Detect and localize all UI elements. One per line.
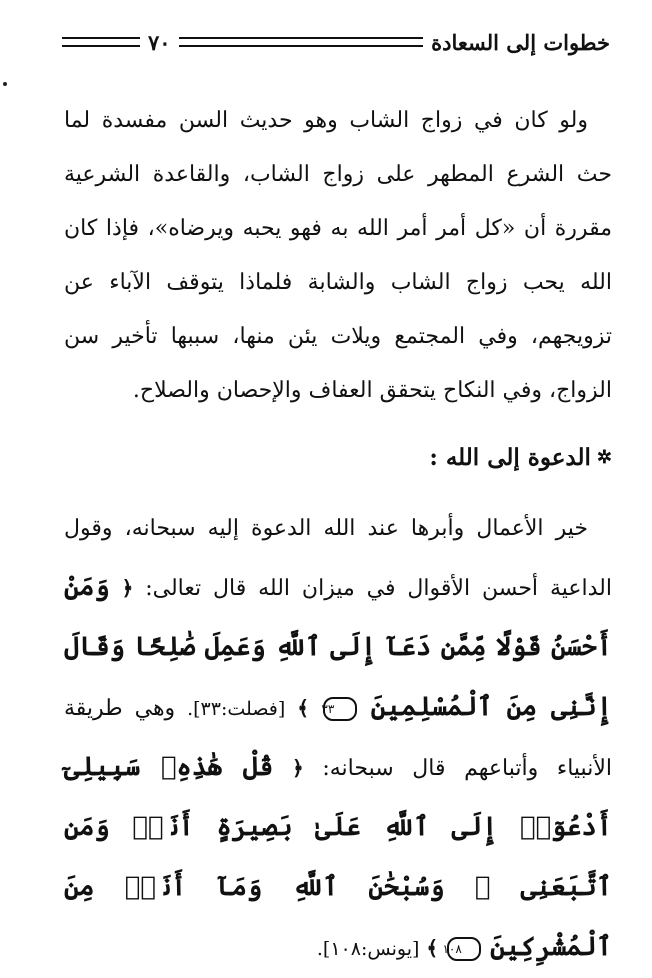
- paragraph-marriage: ولو كان في زواج الشاب وهو حديث السن مفسدة لما حث الشرع المطهر على زواج الشاب، والقاعدة الشرعية مقررة أن «كل أمر أمر الله به فهو يحبه ويرضاه»، فإذا كان الله يحب زواج الشاب والشابة فلماذا يتوقف الآباء عن تزويجهم، وفي المجتمع ويلات يئن منها، سببها تأخير سن الزواج، وفي النكاح يتحقق العفاف والإحصان والصلاح.: [64, 108, 612, 403]
- paragraph-dawah: [64, 500, 612, 978]
- reference-yunus: [يونس:١٠٨].: [316, 938, 420, 960]
- reference-fussilat: [فصلت:٣٣].: [187, 698, 286, 720]
- quran-open-bracket: ﴿: [121, 576, 134, 600]
- middle-text: وهي طريقة الأنبياء وأتباعهم قال سبحانه:: [64, 696, 612, 781]
- header-rule: [179, 37, 424, 47]
- quran-close-bracket: ﴾: [426, 936, 439, 960]
- page-number: ٧٠: [148, 29, 171, 55]
- header-rule-short: [62, 37, 140, 47]
- quran-verse-yunus: قُلْ هَٰذِهِۦ سَبِيلِىٓ أَدْعُوٓا۟ إِلَى ٱللَّهِ عَلَىٰ بَصِيرَةٍ أَنَا۠ وَمَنِ ٱتَّبَعَنِى ۖ وَسُبْحَٰنَ ٱللَّهِ وَمَآ أَنَا۠ مِنَ ٱلْمُشْرِكِينَ: [64, 752, 612, 962]
- quran-open-bracket: ﴿: [291, 756, 304, 780]
- section-heading: [64, 438, 612, 478]
- verse-number-badge: ٣٣: [323, 697, 357, 721]
- verse-number-badge: ١٠٨: [447, 937, 481, 961]
- book-title: خطوات إلى السعادة: [431, 29, 610, 55]
- quran-close-bracket: ﴾: [297, 696, 309, 720]
- page-content: [64, 94, 612, 978]
- page-header: [62, 22, 610, 62]
- section-heading-text: الدعوة إلى الله :: [429, 444, 591, 471]
- intro-text: خير الأعمال وأبرها عند الله الدعوة إليه سبحانه، وقول الداعية أحسن الأقوال في ميزان الله قال تعالى:: [64, 516, 612, 601]
- star-bullet-icon: ✲: [596, 447, 612, 468]
- quran-verse-fussilat: وَمَنْ أَحْسَنُ قَوْلًا مِّمَّن دَعَآ إِلَى ٱللَّهِ وَعَمِلَ صَٰلِحًا وَقَالَ إِنَّنِى مِنَ ٱلْمُسْلِمِينَ: [64, 572, 613, 722]
- margin-mark: [3, 82, 7, 86]
